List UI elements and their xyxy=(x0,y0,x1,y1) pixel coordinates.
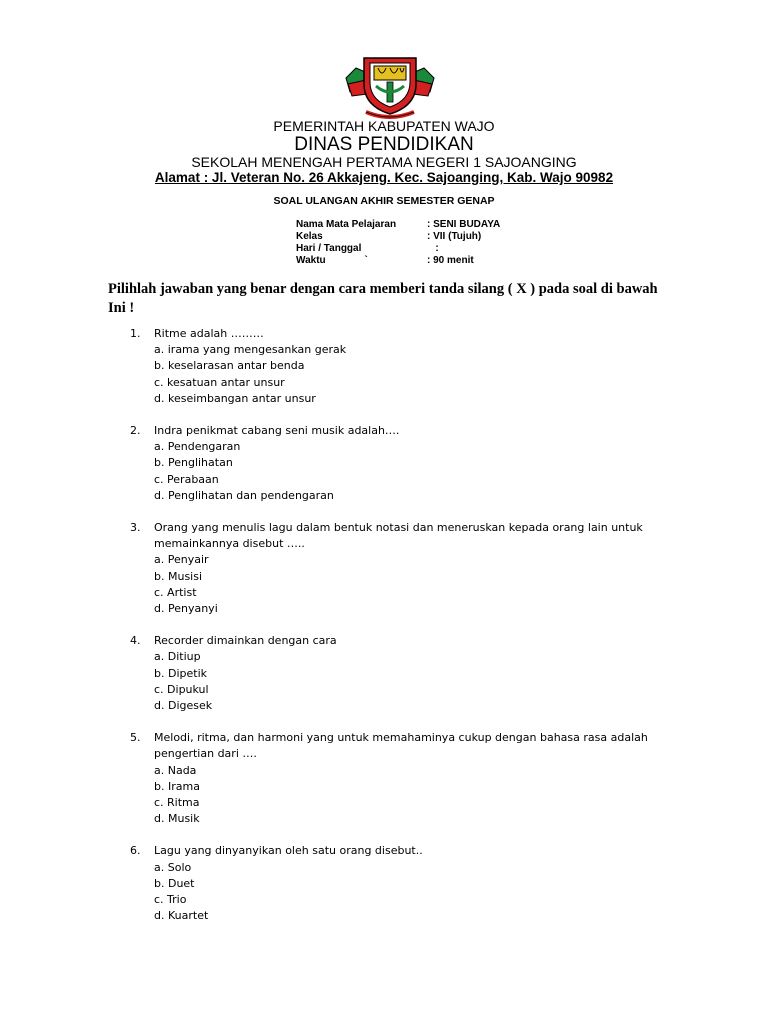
question-text: Orang yang menulis lagu dalam bentuk notasi dan meneruskan kepada orang lain untuk memainkannya disebut ….. xyxy=(154,521,643,551)
question-number: 1. xyxy=(130,327,141,340)
question-stem xyxy=(130,326,650,342)
instruction-text: Pilihlah jawaban yang benar dengan cara memberi tanda silang ( X ) pada soal di bawah Ini ! xyxy=(108,281,658,316)
answer-option[interactable]: b. Duet xyxy=(154,876,195,890)
answer-option[interactable]: d. keseimbangan antar unsur xyxy=(154,391,316,405)
answer-option[interactable]: c. Trio xyxy=(154,893,187,907)
answer-option[interactable]: d. Penyanyi xyxy=(154,602,218,616)
answer-option[interactable]: a. Penyair xyxy=(154,553,209,567)
school-emblem-logo xyxy=(344,54,436,122)
info-value: : xyxy=(427,243,439,254)
question-number: 5. xyxy=(130,731,141,745)
school-address: Alamat : Jl. Veteran No. 26 Akkajeng. Kec. Sajoanging, Kab. Wajo 90982 xyxy=(154,170,614,185)
question-stem xyxy=(130,423,650,439)
info-label: Nama Mata Pelajaran xyxy=(296,219,397,230)
answer-option[interactable]: c. kesatuan antar unsur xyxy=(154,375,285,389)
question-text: Melodi, ritma, dan harmoni yang untuk memahaminya cukup dengan bahasa rasa adalah pengertian dari …. xyxy=(154,731,648,761)
info-value: : 90 menit xyxy=(427,255,474,266)
info-row-date xyxy=(296,243,500,255)
info-value: : VII (Tujuh) xyxy=(427,231,482,242)
exam-info-table xyxy=(296,219,500,267)
question-list xyxy=(130,326,650,941)
question-stem xyxy=(130,843,650,859)
answer-option[interactable]: b. Irama xyxy=(154,779,200,793)
answer-option[interactable]: d. Digesek xyxy=(154,699,213,713)
info-row-subject xyxy=(296,219,500,231)
question-item xyxy=(130,730,650,827)
info-value: : SENI BUDAYA xyxy=(427,219,501,230)
info-row-time xyxy=(296,255,500,267)
info-label: Kelas xyxy=(296,231,323,242)
question-item xyxy=(130,423,650,504)
answer-option[interactable]: b. keselarasan antar benda xyxy=(154,359,305,373)
exam-title: SOAL ULANGAN AKHIR SEMESTER GENAP xyxy=(273,195,495,207)
question-text: Lagu yang dinyanyikan oleh satu orang disebut.. xyxy=(154,844,423,858)
answer-option[interactable]: a. Ditiup xyxy=(154,650,201,664)
question-number: 3. xyxy=(130,521,141,535)
answer-option[interactable]: b. Dipetik xyxy=(154,666,207,680)
question-item xyxy=(130,326,650,407)
answer-option[interactable]: c. Perabaan xyxy=(154,472,219,486)
answer-option[interactable]: a. Pendengaran xyxy=(154,440,241,454)
answer-option[interactable]: c. Artist xyxy=(154,585,197,599)
answer-option[interactable]: d. Musik xyxy=(154,812,200,826)
answer-option[interactable]: a. irama yang mengesankan gerak xyxy=(154,343,347,357)
question-stem xyxy=(130,730,650,762)
answer-option[interactable]: a. Nada xyxy=(154,763,197,777)
question-number: 2. xyxy=(130,424,141,438)
government-heading: PEMERINTAH KABUPATEN WAJO xyxy=(273,118,495,134)
question-text: Indra penikmat cabang seni musik adalah…. xyxy=(154,424,400,438)
answer-option[interactable]: d. Kuartet xyxy=(154,909,209,923)
question-text: Recorder dimainkan dengan cara xyxy=(154,634,337,648)
school-name: SEKOLAH MENENGAH PERTAMA NEGERI 1 SAJOANGING xyxy=(191,154,577,170)
question-number: 4. xyxy=(130,634,141,648)
info-label: Hari / Tanggal xyxy=(296,243,362,254)
answer-option[interactable]: c. Ritma xyxy=(154,796,200,810)
question-text: Ritme adalah ……… xyxy=(154,327,264,340)
department-heading: DINAS PENDIDIKAN xyxy=(294,134,474,155)
question-item xyxy=(130,633,650,714)
question-item xyxy=(130,520,650,617)
question-stem xyxy=(130,633,650,649)
question-number: 6. xyxy=(130,844,141,858)
info-row-class xyxy=(296,231,500,243)
answer-option[interactable]: b. Musisi xyxy=(154,569,203,583)
question-item xyxy=(130,843,650,924)
answer-option[interactable]: c. Dipukul xyxy=(154,682,209,696)
question-stem xyxy=(130,520,650,552)
answer-option[interactable]: a. Solo xyxy=(154,860,192,874)
info-label: Waktu ` xyxy=(296,255,368,266)
answer-option[interactable]: b. Penglihatan xyxy=(154,456,233,470)
answer-option[interactable]: d. Penglihatan dan pendengaran xyxy=(154,488,334,502)
